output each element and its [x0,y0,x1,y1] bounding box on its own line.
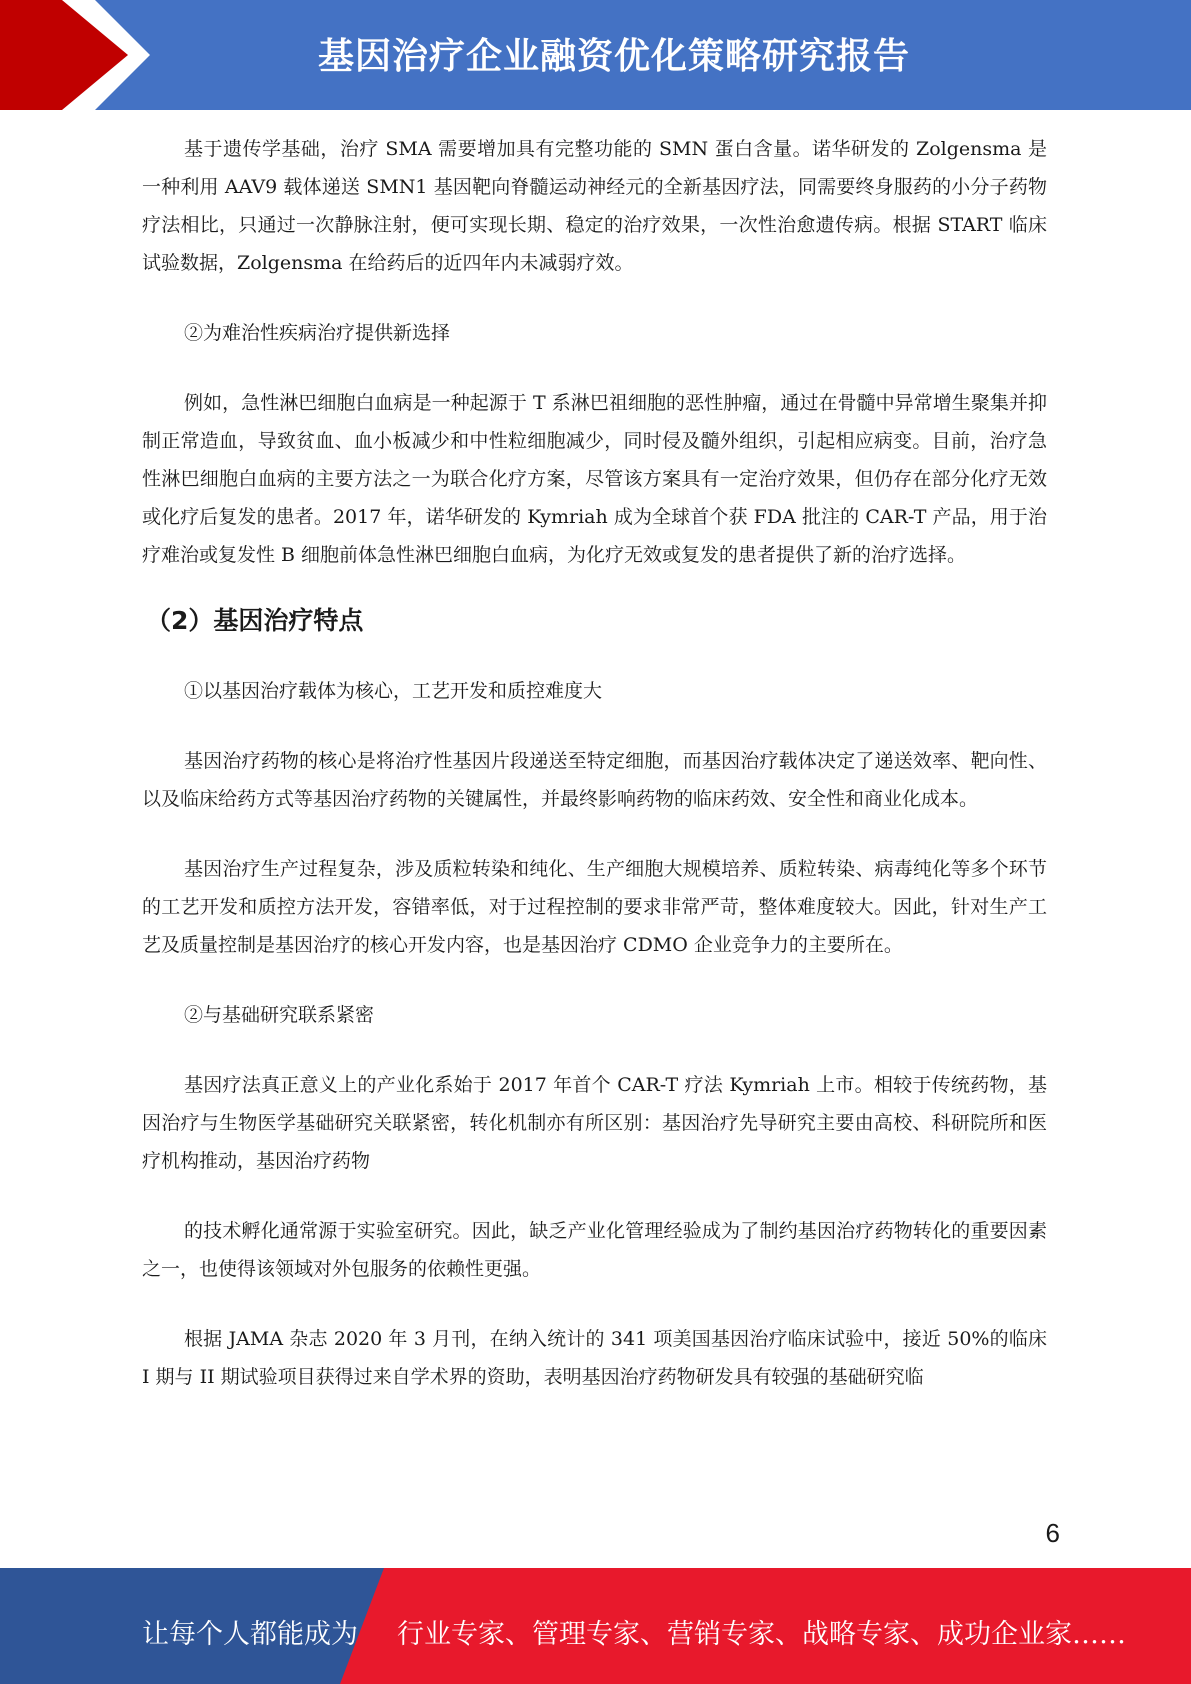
paragraph-jama: 根据 JAMA 杂志 2020 年 3 月刊，在纳入统计的 341 项美国基因治疗临床试验中，接近 50%的临床 I 期与 II 期试验项目获得过来自学术界的资助，表明基因治疗药物研发具有较强的基础研究临 [142,1328,1047,1388]
paragraph-leukemia: 例如，急性淋巴细胞白血病是一种起源于 T 系淋巴祖细胞的恶性肿瘤，通过在骨髓中异常增生聚集并抑制正常造血，导致贫血、血小板减少和中性粒细胞减少，同时侵及髓外组织，引起相应病变。目前，治疗急性淋巴细胞白血病的主要方法之一为联合化疗方案，尽管该方案具有一定治疗效果，但仍存在部分化疗无效或化疗后复发的患者。2017 年，诺华研发的 Kymriah 成为全球首个获 FDA 批注的 CAR-T 产品，用于治疗难治或复发性 B 细胞前体急性淋巴细胞白血病，为化疗无效或复发的患者提供了新的治疗选择。 [142,392,1047,566]
subheading-vector-core: ①以基因治疗载体为核心，工艺开发和质控难度大 [184,680,603,702]
page-body [142,130,1047,1396]
section-heading-features: （2）基因治疗特点 [146,606,364,635]
header-arrow-icon [0,0,160,110]
header-band [0,0,1191,110]
document-title: 基因治疗企业融资优化策略研究报告 [318,36,911,77]
paragraph-industrialization: 基因疗法真正意义上的产业化系始于 2017 年首个 CAR-T 疗法 Kymriah 上市。相较于传统药物，基因治疗与生物医学基础研究关联紧密，转化机制亦有所区别：基因治疗先导研究主要由高校、科研院所和医疗机构推动，基因治疗药物 [142,1074,1047,1172]
footer-slogan-right: 行业专家、管理专家、营销专家、战略专家、成功企业家…… [397,1619,1126,1650]
paragraph-zolgensma: 基于遗传学基础，治疗 SMA 需要增加具有完整功能的 SMN 蛋白含量。诺华研发的 Zolgensma 是一种利用 AAV9 载体递送 SMN1 基因靶向脊髓运动神经元的全新基因疗法，同需要终身服药的小分子药物疗法相比，只通过一次静脉注射，便可实现长期、稳定的治疗效果，一次性治愈遗传病。根据 START 临床试验数据，Zolgensma 在给药后的近四年内未减弱疗效。 [142,138,1047,274]
paragraph-production: 基因治疗生产过程复杂，涉及质粒转染和纯化、生产细胞大规模培养、质粒转染、病毒纯化等多个环节的工艺开发和质控方法开发，容错率低，对于过程控制的要求非常严苛，整体难度较大。因此，针对生产工艺及质量控制是基因治疗的核心开发内容，也是基因治疗 CDMO 企业竞争力的主要所在。 [142,858,1047,956]
paragraph-incubation: 的技术孵化通常源于实验室研究。因此，缺乏产业化管理经验成为了制约基因治疗药物转化的重要因素之一，也使得该领域对外包服务的依赖性更强。 [142,1220,1047,1280]
page-number: 6 [1045,1518,1060,1548]
footer-band [0,1568,1191,1684]
subheading-basic-research: ②与基础研究联系紧密 [184,1004,375,1026]
footer-slogan-left: 让每个人都能成为 [142,1619,358,1650]
subheading-refractory: ②为难治性疾病治疗提供新选择 [184,322,451,344]
paragraph-vector: 基因治疗药物的核心是将治疗性基因片段递送至特定细胞，而基因治疗载体决定了递送效率、靶向性、以及临床给药方式等基因治疗药物的关键属性，并最终影响药物的临床药效、安全性和商业化成本。 [142,750,1047,810]
